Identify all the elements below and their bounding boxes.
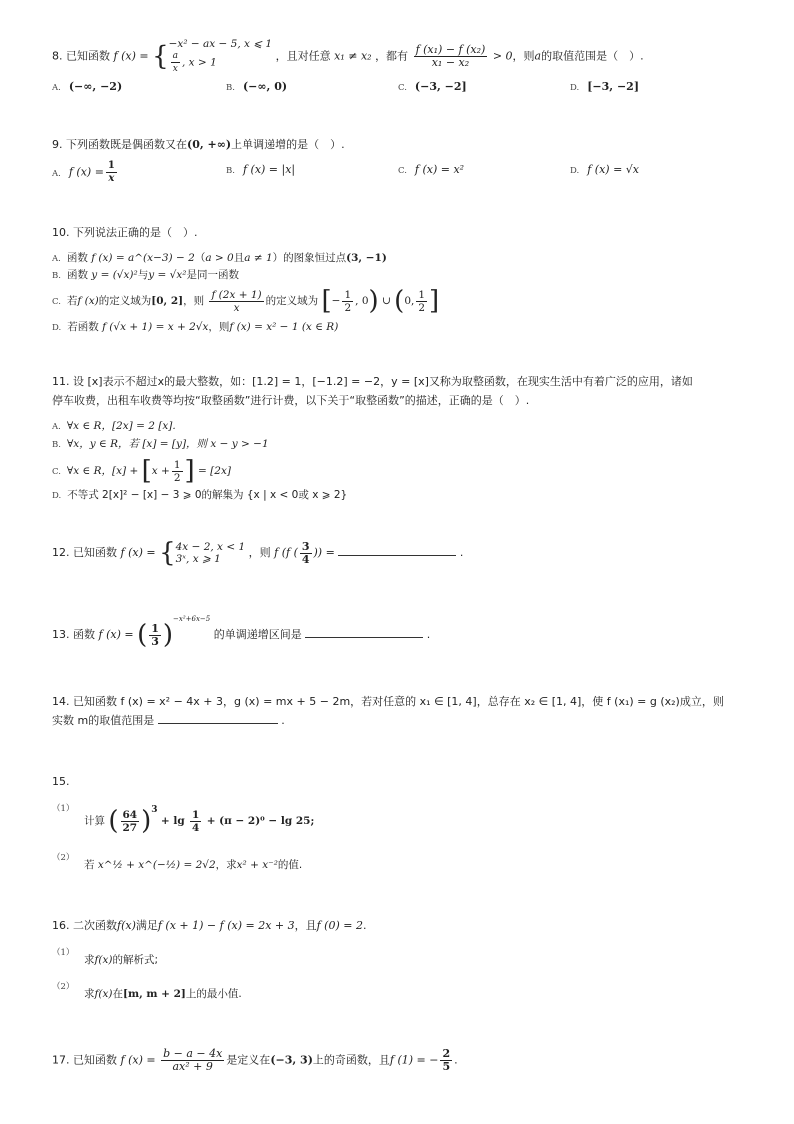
math-expr: f (x) = [120,1053,156,1067]
option-b[interactable] [226,80,287,93]
question-text: 上单调递增的是（ ）. [231,138,345,151]
option-label: A. [52,83,61,93]
bracket: [ [141,456,152,486]
option-text: f (x) = |x| [242,163,296,176]
option-text: 函数 [66,269,88,281]
question-text: 设 [x]表示不超过x的最大整数，如：[1.2] = 1，[−1.2] = −2，y = [x]又称为取整函数，在现实生活中有着广泛的应用，诸如 [73,375,693,388]
frac-numerator: 1 [173,458,181,471]
option-d[interactable] [570,80,639,93]
math-expr: − [331,295,341,307]
option-text: ∀x，y ∈ R，若 [x] = [y]，则 x − y > −1 [66,438,269,450]
frac-numerator: 1 [151,621,159,635]
question-13 [52,615,431,650]
option-d[interactable] [52,488,347,503]
question-text: 上的奇函数，且 [312,1053,390,1067]
question-number: 10. [52,226,70,239]
option-d[interactable] [52,320,338,335]
math-expr: a ≠ 1 [244,252,273,264]
question-text: 已知函数 [73,1053,117,1067]
question-8 [52,38,644,75]
question-16 [52,918,366,934]
paren: ) [141,806,152,836]
question-number: 9. [52,138,63,151]
option-label: D. [570,83,580,93]
part-number: （2） [52,853,75,863]
math-expr: )) = [313,546,335,559]
math-expr: f(x) [94,954,113,966]
option-label: A. [52,422,61,432]
math-expr: f(x) [94,988,113,1000]
option-label: B. [226,166,235,176]
math-expr: x₁ ≠ x₂ [334,49,372,63]
option-text: ∀x ∈ R，[2x] = 2 [x]. [66,420,176,432]
frac-denominator: 4 [192,821,200,834]
question-text: . [426,628,431,641]
math-expr: f (√x + 1) = x + 2√x [102,321,209,333]
question-number: 17. [52,1053,70,1067]
frac-numerator: f (2x + 1) [211,288,262,301]
question-text: 若 [84,859,95,871]
paren: ( [108,806,119,836]
question-text: ，都有 [375,49,409,63]
exponent: 3 [151,804,158,815]
math-expr: ∪ [382,295,391,307]
question-text: 下列说法正确的是（ ）. [73,226,198,239]
math-expr: [m, m + 2] [123,988,186,1000]
option-text: 是同一函数 [186,269,239,281]
option-text: 若 [66,295,78,307]
option-label: C. [398,166,407,176]
math-expr: (0, +∞) [187,138,232,151]
question-text: 的单调递增区间是 [213,628,302,641]
option-text: f (x) = [68,165,104,179]
bracket: [ [321,286,332,316]
answer-blank[interactable] [338,555,456,556]
question-text: 已知函数 f (x) = x² − 4x + 3，g (x) = mx + 5 − 2m，若对任意的 x₁ ∈ [1, 4]，总存在 x₂ ∈ [1, 4]，使 f (x₁) = g (x₂)成立，则 [73,695,724,708]
option-label: D. [570,166,580,176]
answer-blank[interactable] [158,723,278,724]
frac-numerator: 2 [442,1047,451,1060]
answer-blank[interactable] [305,637,423,638]
option-text: 的定义域为 [98,295,152,307]
frac-denominator: x₁ − x₂ [431,56,470,69]
option-label: D. [52,323,62,333]
frac-denominator: 2 [344,301,352,314]
math-expr: f (f ( [274,546,298,559]
question-text: ，且 [294,919,317,932]
frac-denominator: x [172,64,178,74]
option-text: 不等式 2[x]² − [x] − 3 ⩾ 0的解集为 {x | x < 0或 x ⩾ 2} [67,489,348,501]
math-expr: f (x) = a^(x−3) − 2 [91,252,195,264]
option-label: C. [52,467,61,477]
math-expr: f (0) = 2 [316,919,363,932]
frac-denominator: 2 [418,301,426,314]
option-b[interactable] [52,268,239,283]
frac-numerator: b − a − 4x [163,1047,223,1060]
question-text: 满足 [135,919,158,932]
option-text: （ [194,252,206,264]
question-number: 12. [52,546,70,559]
frac-denominator: 4 [301,552,310,566]
question-text: 下列函数既是偶函数又在 [66,138,187,151]
math-expr: x^½ + x^(−½) = 2√2 [97,859,216,871]
option-text: 且 [233,252,245,264]
option-b[interactable] [52,437,269,452]
question-number: 13. [52,628,70,641]
option-b[interactable] [226,163,295,176]
option-text: 与 [137,269,149,281]
question-text: . [281,714,285,727]
question-text: ，则 [248,546,271,559]
option-text: [−3, −2] [587,80,640,93]
question-text: 已知函数 [73,546,117,559]
option-c[interactable] [52,288,439,314]
option-text: (−∞, −2) [68,80,123,93]
question-text: 实数 m的取值范围是 [52,714,155,727]
frac-denominator: 3 [151,634,159,648]
question-text: 求 [84,988,95,1000]
question-text: . [459,546,464,559]
question-text: ，求 [215,859,237,871]
option-label: A. [52,254,61,264]
frac-numerator: 1 [107,160,115,171]
math-expr: x² + x⁻² [236,859,278,871]
case-1: −x² − ax − 5, x ⩽ 1 [168,38,273,50]
option-a[interactable] [52,160,119,185]
option-text: 函数 [66,252,88,264]
question-text: . [362,919,367,932]
question-10 [52,225,198,241]
frac-denominator: 27 [122,821,138,834]
option-label: B. [52,440,61,450]
math-expr: f (x) = [98,628,134,641]
question-text: 是定义在 [226,1053,271,1067]
option-a[interactable] [52,419,176,434]
frac-numerator: f (x₁) − f (x₂) [415,43,486,56]
option-a[interactable] [52,251,387,266]
option-text: ，则 [208,321,230,333]
math-expr: f (1) = − [389,1053,439,1067]
case-2 [169,50,273,75]
math-expr: y = √x² [148,269,187,281]
option-label: B. [52,271,61,281]
math-expr: f (x) = x² − 1 (x ∈ R) [229,321,339,333]
math-expr: = [2x] [198,465,231,477]
frac-denominator: x [108,173,115,184]
case-condition: , x > 1 [182,56,217,69]
piecewise-cases [169,38,273,75]
frac-numerator: 1 [418,288,426,301]
frac-denominator: 2 [173,471,181,484]
frac-numerator: 1 [344,288,352,301]
question-text: 的取值范围是（ ）. [541,49,644,63]
math-expr: (−3, 3) [270,1053,313,1067]
question-text: 的值. [277,859,303,871]
case-2: 3ˣ, x ⩾ 1 [175,553,221,565]
math-expr: f (x) = [120,546,156,559]
math-expr: (3, −1) [346,252,387,264]
question-17 [52,1048,458,1073]
question-16-part-1 [84,952,158,967]
question-12 [52,540,463,566]
option-c[interactable] [398,80,467,93]
math-expr: + lg [160,815,185,827]
math-expr: f(x) [117,919,136,932]
math-expr: 0, [404,295,415,307]
math-expr: f (x + 1) − f (x) = 2x + 3 [157,919,295,932]
question-11 [52,374,693,390]
bracket: ) [368,286,379,316]
frac-numerator: a [172,51,178,61]
option-text: (−3, −2] [414,80,467,93]
question-text: 已知函数 [66,49,110,63]
question-15-part-2 [84,857,302,872]
option-text: (−∞, 0) [242,80,288,93]
bracket: ( [394,286,405,316]
question-text: 计算 [84,815,105,827]
math-expr: y = (√x)² [91,269,138,281]
option-text: ）的图象恒过点 [272,252,347,264]
part-number: （1） [52,948,75,958]
question-text: 在 [112,988,124,1000]
option-c[interactable] [398,163,464,176]
option-a[interactable] [52,80,122,93]
question-16-part-2 [84,986,242,1001]
bracket: ] [184,456,195,486]
math-expr: > 0 [492,49,513,63]
part-number: （1） [52,804,75,814]
option-d[interactable] [570,163,639,176]
question-14 [52,694,724,710]
question-text: 函数 [73,628,95,641]
frac-numerator: 3 [301,539,310,553]
brace: { [159,538,176,568]
question-number: 16. [52,919,70,932]
math-expr: , 0 [355,295,369,307]
option-text: 的定义域为 [265,295,319,307]
question-text: 停车收费，出租车收费等均按“取整函数”进行计费，以下关于“取整函数”的描述，正确的是（ ）. [52,394,530,407]
brace: { [152,41,169,72]
frac-numerator: 64 [122,808,138,821]
math-expr: ∀x ∈ R，[x] + [66,465,139,477]
question-14-line-2 [52,713,285,729]
math-expr: f (x) [77,295,99,307]
case-1: 4x − 2, x < 1 [175,541,246,553]
math-var: a [534,49,542,63]
question-9 [52,137,345,153]
option-text: 若函数 [67,321,99,333]
question-text: 的解析式; [112,954,159,966]
paren: ) [162,620,174,650]
math-expr: [0, 2] [151,295,184,307]
part-number: （2） [52,982,75,992]
option-label: A. [52,168,61,179]
math-expr: a > 0 [205,252,234,264]
question-text: 二次函数 [73,919,117,932]
option-c[interactable] [52,458,231,484]
frac-denominator: ax² + 9 [172,1060,213,1073]
question-number: 8. [52,49,63,63]
math-expr: + (π − 2)⁰ − lg 25; [206,815,315,827]
question-text: ，且对任意 [275,49,331,63]
question-15-part-1 [84,804,315,836]
frac-numerator: 1 [192,808,200,821]
question-number: 11. [52,375,70,388]
option-label: C. [398,83,407,93]
option-text: ，则 [183,295,205,307]
question-text: . [454,1053,458,1067]
question-15 [52,774,70,790]
math-expr: f (x) = [113,49,149,63]
paren: ( [137,620,148,650]
option-label: B. [226,83,235,93]
math-expr: x + [151,465,170,477]
question-text: 求 [84,954,95,966]
frac-denominator: 5 [442,1060,451,1073]
option-text: f (x) = √x [587,163,639,176]
frac-denominator: x [233,301,240,314]
option-text: f (x) = x² [414,163,465,176]
option-label: D. [52,491,62,501]
option-label: C. [52,297,61,307]
question-text: ，则 [512,49,535,63]
question-number: 14. [52,695,70,708]
question-11-line-2 [52,393,529,409]
exponent: −x²+6x−5 [173,615,211,624]
question-number: 15. [52,775,70,788]
question-text: 上的最小值. [185,988,242,1000]
bracket: ] [429,286,440,316]
